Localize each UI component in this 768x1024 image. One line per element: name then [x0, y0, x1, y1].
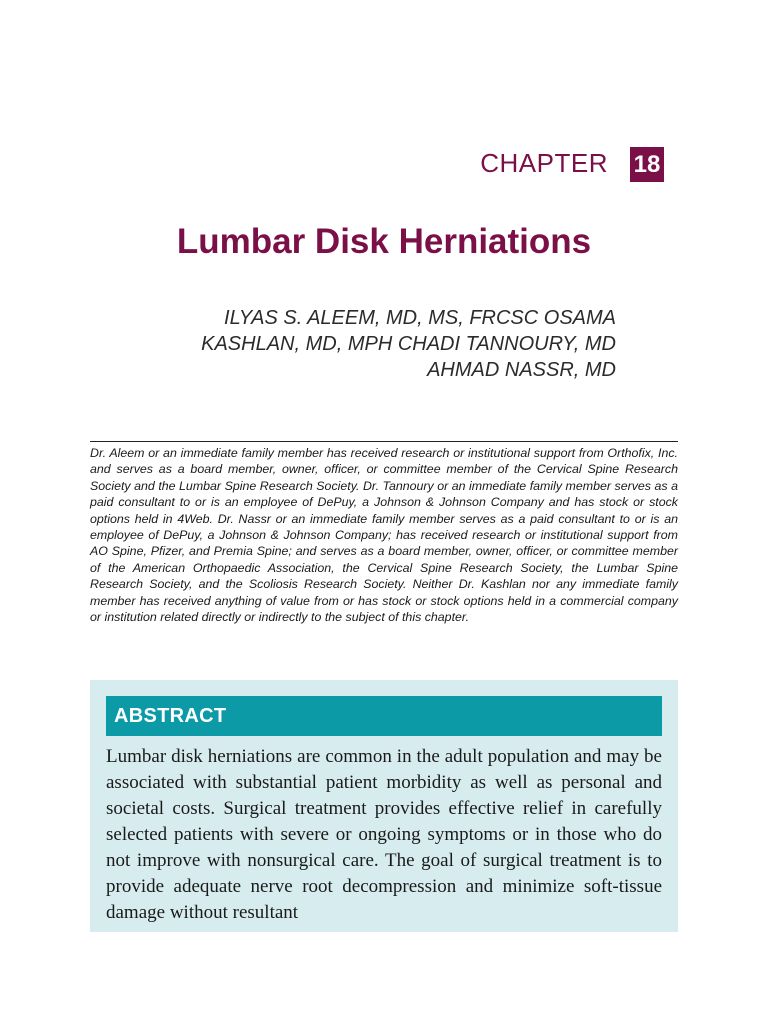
- chapter-label: CHAPTER: [480, 148, 608, 178]
- chapter-number-badge: 18: [630, 147, 664, 182]
- abstract-box: [90, 680, 678, 932]
- abstract-text: Lumbar disk herniations are common in the adult population and may be associated with substantial patient morbidity as well as personal and societal costs. Surgical treatment provides effective relief in carefully selected patients with severe or ongoing symptoms or in those who do not improve with nonsurgical care. The goal of surgical treatment is to provide adequate nerve root decompression and minimize soft-tissue damage without resultant: [106, 746, 662, 923]
- divider-rule: [90, 441, 678, 442]
- disclosure-statement: Dr. Aleem or an immediate family member has received research or institutional support from Orthofix, Inc. and serves as a board member, owner, officer, or committee member of the Cervical Spine Research Society and the Lumbar Spine Research Society. Dr. Tannoury or an immediate family member serves as a paid consultant to or is an employee of DePuy, a Johnson & Johnson Company and has stock or stock options held in 4Web. Dr. Nassr or an immediate family member serves as a paid consultant to or is an employee of DePuy, a Johnson & Johnson Company; has received research or institutional support from AO Spine, Pfizer, and Premia Spine; and serves as a board member, owner, officer, or committee member of the American Orthopaedic Association, the Cervical Spine Research Society, the Lumbar Spine Research Society, and the Scoliosis Research Society. Neither Dr. Kashlan nor any immediate family member has received anything of value from or has stock or stock options held in a commercial company or institution related directly or indirectly to the subject of this chapter.: [90, 446, 678, 625]
- chapter-title: Lumbar Disk Herniations: [176, 222, 592, 261]
- abstract-heading: ABSTRACT: [114, 705, 227, 727]
- author-list: ILYAS S. ALEEM, MD, MS, FRCSC OSAMA KASHLAN, MD, MPH CHADI TANNOURY, MD AHMAD NASSR, MD: [201, 307, 616, 381]
- abstract-header: [106, 696, 662, 736]
